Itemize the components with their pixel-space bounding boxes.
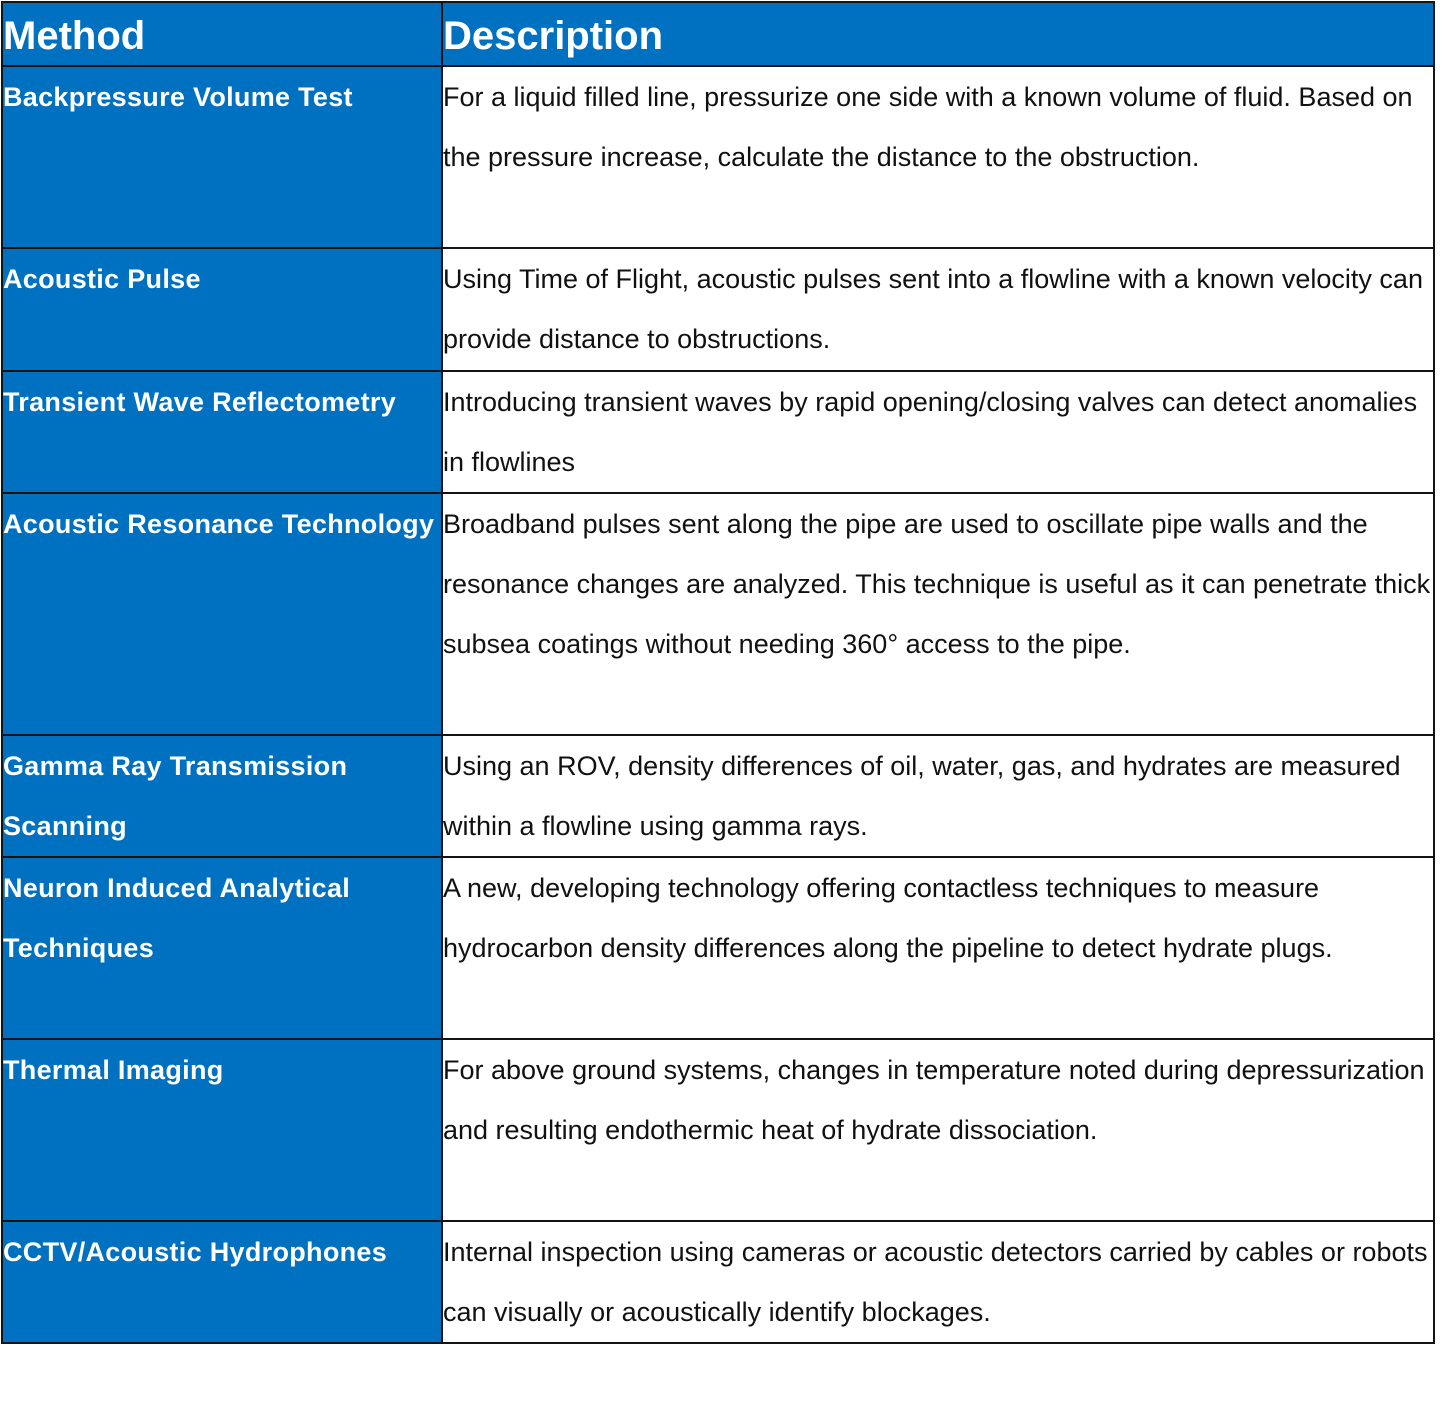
description-cell: For a liquid filled line, pressurize one side with a known volume of fluid. Based on the pressure increase, calculate the distance to the obstruction. (442, 66, 1434, 248)
method-cell: Neuron Induced Analytical Techniques (2, 857, 442, 1039)
method-cell: Acoustic Pulse (2, 248, 442, 371)
table-row (2, 371, 1434, 493)
method-cell: Acoustic Resonance Technology (2, 493, 442, 735)
method-column-header: Method (2, 2, 442, 66)
description-column-header: Description (442, 2, 1434, 66)
description-cell: Broadband pulses sent along the pipe are used to oscillate pipe walls and the resonance changes are analyzed. This technique is useful as it can penetrate thick subsea coatings without needing 360° access to the pipe. (442, 493, 1434, 735)
table-row (2, 857, 1434, 1039)
table-row (2, 248, 1434, 371)
description-cell: Using Time of Flight, acoustic pulses sent into a flowline with a known velocity can provide distance to obstructions. (442, 248, 1434, 371)
table-row (2, 735, 1434, 857)
table-row (2, 66, 1434, 248)
description-cell: Using an ROV, density differences of oil, water, gas, and hydrates are measured within a flowline using gamma rays. (442, 735, 1434, 857)
description-cell: Introducing transient waves by rapid opening/closing valves can detect anomalies in flowlines (442, 371, 1434, 493)
table-row (2, 1221, 1434, 1343)
method-cell: Backpressure Volume Test (2, 66, 442, 248)
description-cell: For above ground systems, changes in temperature noted during depressurization and resulting endothermic heat of hydrate dissociation. (442, 1039, 1434, 1221)
method-cell: CCTV/Acoustic Hydrophones (2, 1221, 442, 1343)
description-cell: Internal inspection using cameras or acoustic detectors carried by cables or robots can visually or acoustically identify blockages. (442, 1221, 1434, 1343)
table-row (2, 1039, 1434, 1221)
header-row (2, 2, 1434, 66)
table-row (2, 493, 1434, 735)
method-cell: Transient Wave Reflectometry (2, 371, 442, 493)
methods-table (1, 1, 1435, 1344)
description-cell: A new, developing technology offering contactless techniques to measure hydrocarbon density differences along the pipeline to detect hydrate plugs. (442, 857, 1434, 1039)
method-cell: Gamma Ray Transmission Scanning (2, 735, 442, 857)
method-cell: Thermal Imaging (2, 1039, 442, 1221)
